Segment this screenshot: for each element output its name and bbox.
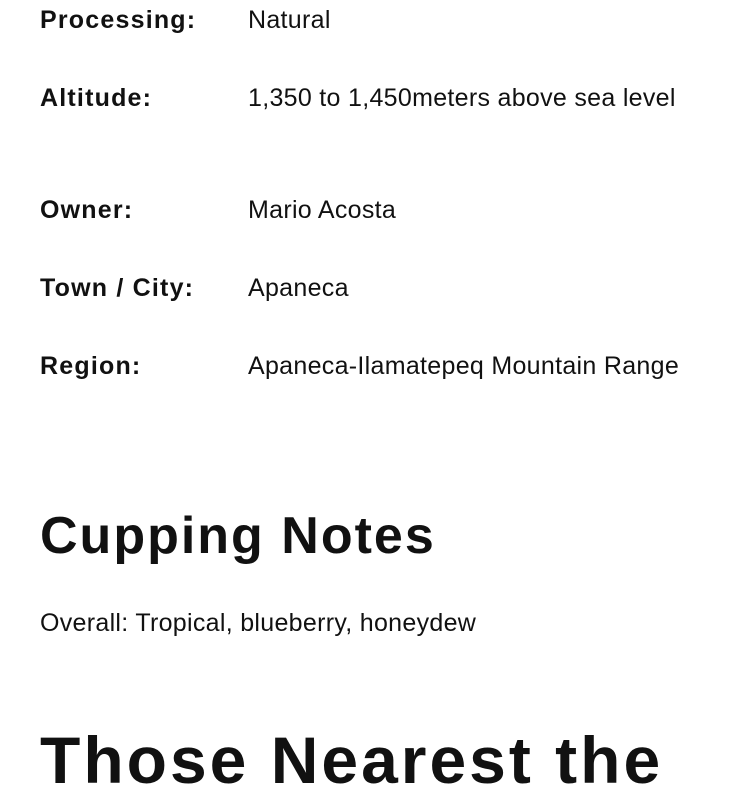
detail-value: 1,350 to 1,450meters above sea level: [248, 84, 676, 112]
detail-label: Owner:: [40, 196, 134, 224]
detail-label: Altitude:: [40, 84, 153, 112]
cupping-notes-overall: Overall: Tropical, blueberry, honeydew: [40, 609, 477, 637]
detail-value: Natural: [248, 6, 331, 34]
detail-label: Region:: [40, 352, 142, 380]
detail-value: Mario Acosta: [248, 196, 397, 224]
detail-value: Apaneca-Ilamatepeq Mountain Range: [248, 352, 680, 380]
cupping-notes-heading: Cupping Notes: [40, 507, 436, 565]
detail-label: Processing:: [40, 6, 197, 34]
detail-value: Apaneca: [248, 274, 349, 302]
detail-label: Town / City:: [40, 274, 195, 302]
next-section-heading: Those Nearest the: [40, 723, 664, 797]
